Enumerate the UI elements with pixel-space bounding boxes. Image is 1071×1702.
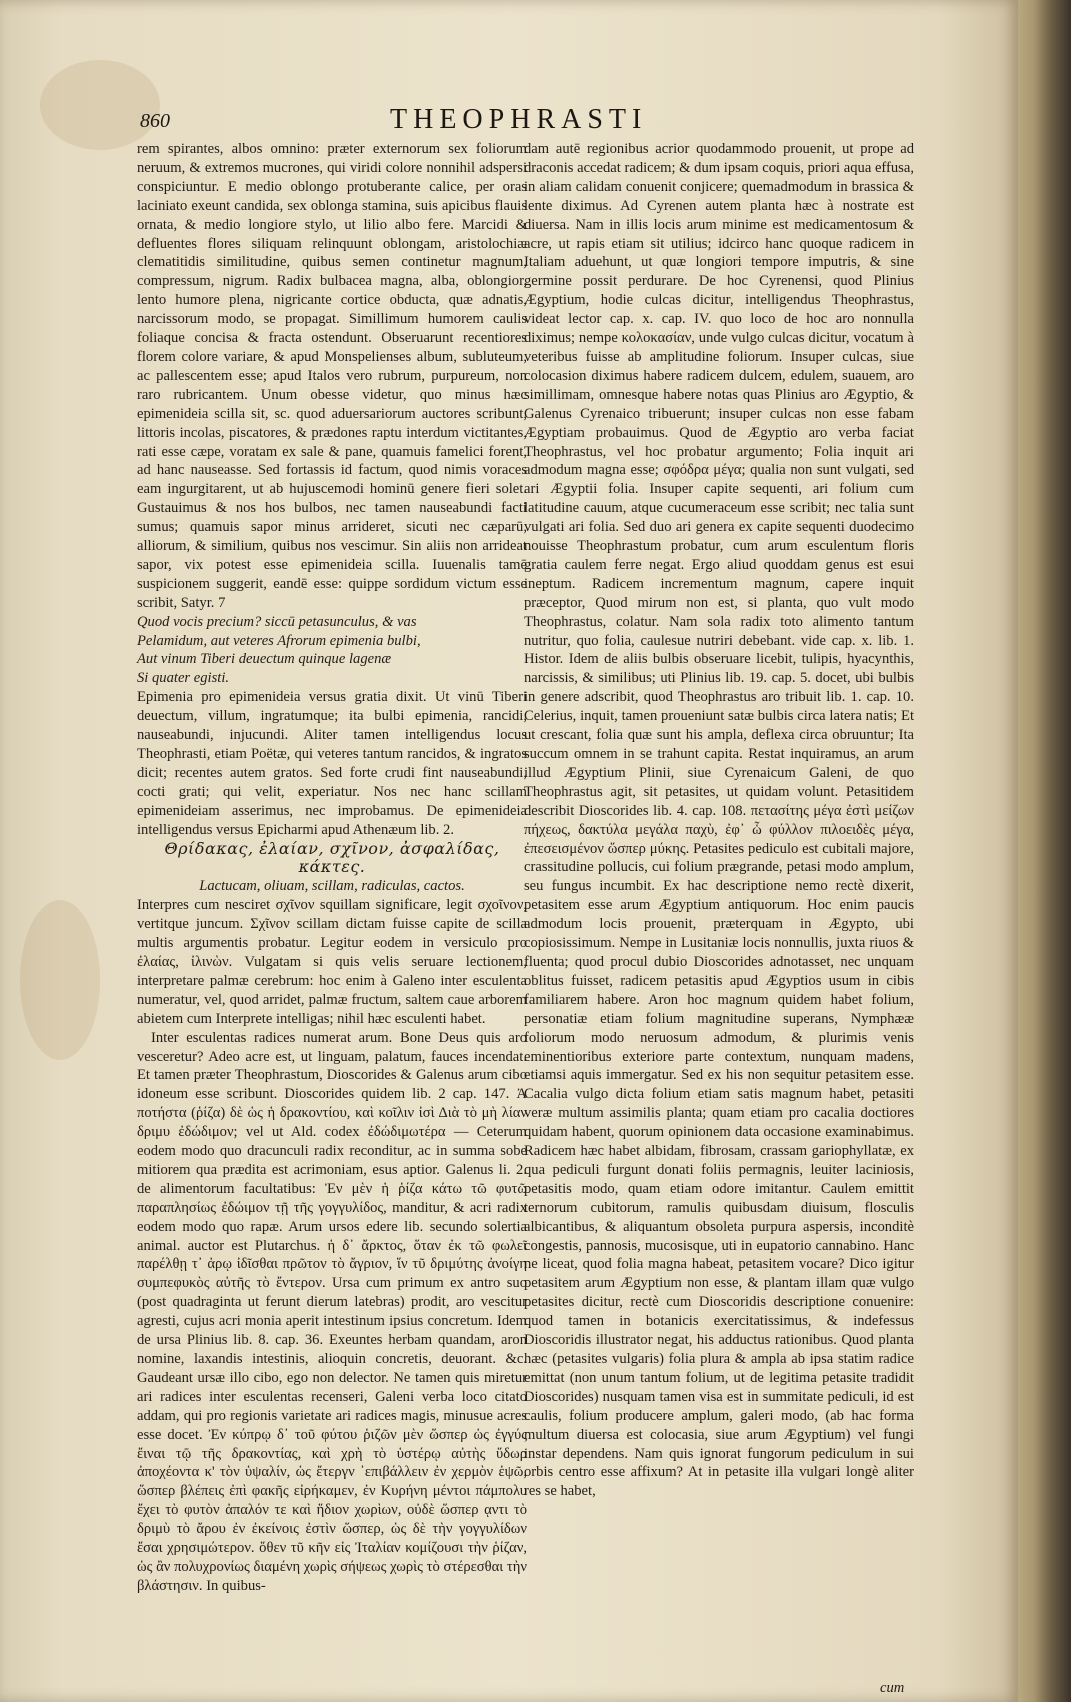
- left-column: [137, 140, 527, 1596]
- greek-lemma: Θρίδακας, ἐλαίαν, σχῖνον, ἀσφαλίδας, κάκτες.: [164, 838, 500, 877]
- latin-lemma: Lactucam, oliuam, scillam, radiculas, cactos.: [199, 878, 465, 895]
- verse-line: Pelamidum, aut veteres Afrorum epimenia bulbi,: [137, 632, 421, 649]
- verse-line: Si quater egisti.: [137, 670, 230, 687]
- verse-line: Aut vinum Tiberi deuectum quinque lagenæ: [137, 651, 392, 668]
- paper-stain: [20, 900, 100, 1060]
- running-title: THEOPHRASTI: [390, 104, 648, 135]
- paragraph: Interpres cum nesciret σχῖνον squillam significare, legit σχοῖνον, vertitque juncum. Σχῖνον scillam dictam fuisse capite de scilla multis argumentis probatur. Legitur eodem in versiculo pro ἐλαίας, ἰλινὼν. Vulgatam si quis velis seruare lectionem, interpretare palmæ cerebrum: hoc enim à Galeno inter esculenta numeratur, vel, quod arridet, palmæ fructum, saltem caue arborem abietem cum Interprete intelligas; nihil hæc esculenti habet.: [137, 897, 527, 1027]
- page-edge: [1018, 0, 1071, 1702]
- paragraph: Epimenia pro epimenideia versus gratia dixit. Ut vinū Tiberi deuectum, villum, ingratumque; ita bulbi epimenia, rancidi, nauseabundi, injucundi. Aliter tamen intelligendus locus Theophrasti, etiam Poëtæ, qui veteres tantum rancidos, & ingratos dicit; recentes autem gratos. Sed forte crudi fint nauseabundi, cocti grati; qui velit, experiatur. Nos nec hanc scillam epimenideiam asserimus, nec improbamus. De epimenideia intelligendus versus Epicharmi apud Athenæum lib. 2.: [137, 689, 527, 838]
- catchword: cum: [880, 1680, 905, 1696]
- paragraph: Inter esculentas radices numerat arum. Bone Deus quis aro vesceretur? Adeo acre est, ut linguam, palatum, fauces incendat. Et tamen præter Theophrastum, Dioscorides & Galenus arum cibo idoneum esse scribunt. Dioscorides quidem lib. 2 cap. 147. Ἀ ποτήστα (ῥίζα) δὲ ὡς ἡ δρακοντίου, καὶ κοῖλιν ἰσὶ Διὰ τὸ μὴ λίαν δριμυ ἐδώδιμον; vel ut Ald. codex ἐδώδιμωτέρα — Ceterum eodem modo quo dracunculi radix reconditur, ac in summa sobe mitiorem qua prædita est acrimoniam, esus aptior. Galenus li. 2. de alimentorum facultatibus: Ἐν μὲν ἡ ῥίζα κάτω τῶ φυτῶ παραπλησίως ἐδώιμον τῇ τῆς γογγυλίδος, manditur, & acri radix eodem modo quo rapæ. Arum ursos edere lib. secundo solertia animal. auctor est Plutarchus. ἡ δ᾽ ἄρκτος, ὅταν ἐκ τῶ φωλεῖ παρέλθῃ τ᾽ ἀρῳ ἰδῖσθαι πρῶτον τὸ ἄγριον, ἵν τῦ δριμύτης ἀνοίγη συμπεφυκὸς αὐτῆς τὸ ἔντερον. Ursa cum primum ex antro suo (post quadraginta ut ferunt dierum latebras) prodit, aro vescitur agresti, cujus acri monia aperit intestinum ipsius concretum. Idem de ursa Plinius lib. 8. cap. 36. Exeuntes herbam quandam, aron nomine, laxandis intestinis, alioquin concretis, deuorant. &c. Gaudeant ursæ illo cibo, ego non delector. Ne tamen quis miretur ari radices inter esculentas recenseri, Galeni verba loco citato addam, qui pro regionis varietate ari radices magis, minusue acres esse docet. Ἐν κύπρῳ δ᾽ τοῦ φύτου ῥιζῶν μὲν ὥσπερ ὡς ἐγγύς ἔιναι τῷ τῆς δρακοντίας, καὶ χρὴ τὸ ὑστέρῳ αὐτὴς ὕδωρ ἀποχέοντα κ' τὸν ὑψαλίν, ὡς ἔτεργν ᾽επιβάλλειν ἐν χερμὸν ἑψῶ, ὥσπερ βλέπεις ἐπὶ φακῆς εἰρήκαμεν, ἐν Κυρήνη μέντοι πάμπολυ ἔχει τὸ φυτὸν ἀπαλόν τε καὶ ἥδιον χωρὶων, οὐδὲ ὥσπερ ᾳντι τὸ δριμὺ τὸ ἄρου ἐν ἐκείνοις ἐστὶν ὥσπερ, ὡς δὲ τὴν γογγυλίδων ἔσαι χρησιμώτερον. ὅθεν τῦ κῆν εἰς Ἰταλίαν κομίζουσι τὴν ῥίζαν, ὡς ἂν πολυχρονίως διαμένη χωρὶς σήψεως χωρὶς τὸ στέρεσθαι τὴν βλάστησιν. In quibus-: [137, 1029, 527, 1594]
- paragraph: dam autē regionibus acrior quodammodo prouenit, ut prope ad draconis accedat radicem; & dum ipsam coquis, priori aqua effusa, in aliam calidam conuenit conjicere; quemadmodum in brassica & lente diximus. Ad Cyrenen autem planta hæc à nostrate est diuersa. Nam in illis locis arum minime est medicamentosum & acre, ut rapis etiam sit utilius; idcirco hanc quoque radicem in Italiam aduehunt, ut quæ longiori tempore imputris, & sine germine possit perdurare. De hoc Cyrenensi, quod Plinius Ægyptium, hodie culcas dicitur, intelligendus Theophrastus, videat lector cap. x. cap. IV. quo loco de hoc aro nonnulla diximus; nempe κολοκασίαν, unde vulgo culcas dicitur, vocatum à veteribus fuisse ab amplitudine foliorum. Insuper culcas, siue colocasion diximus habere radicem dulcem, edulem, suauem, aro simillimam, omnesque habere notas quas Plinius aro Ægyptio, & Galenus Cyrenaico tribuerunt; insuper culcas non esse fabam Ægyptiam probauimus. Quod de Ægyptio aro verba faciat Theophrastus, vel hoc probatur argumento; Folia inquit ari admodum magna esse; σφόδρα μέγα; qualia non sunt vulgati, sed ari Ægyptii folia. Insuper capite sequenti, ari folium cum latitudine cauum, atque cucumeraceum esse scribit; nec talia sunt vulgati ari folia. Sed duo ari genera ex capite sequenti duodecimo nouisse Theophrastum probatur, cum arum esculentum floris gratia caulem ferre negat. Ergo aliud quoddam genus est esui ineptum. Radicem incrementum magnum, capere inquit præceptor, Quod mirum non est, si planta, quo vult modo Theophrastus, colatur. Nam sola radix toto alimento tantum nutritur, quo folia, caulesue nutriri debebant. vide cap. x. lib. 1. Histor. Idem de aliis bulbis obseruare licebit, tulipis, hyacynthis, narcissis, & similibus; uti Plinius lib. 19. cap. 5. docet, ubi bulbis in genere adscribit, quod Theophrastus aro tribuit lib. 1. cap. 10. Celerius, inquit, tamen proueniunt satæ bulbis circa latera natis; Et ut crescant, folia quæ sunt his ampla, deflexa circa obruuntur; Ita succum omnem in se trahunt capita. Restat inquiramus, an arum illud Ægyptium Plinii, siue Cyrenaicum Galeni, de quo Theophrastus agit, sit petasites, ut quidam volunt. Petasitidem describit Dioscorides lib. 4. cap. 108. πετασίτης μέγα ἐστὶ μείζων πήχεως, δακτύλα μεγάλα παχὺ, ἐφ᾽ ὧ φύλλον πιλοειδὲς μέγα, ἐπεσεισμένον ὥσπερ μύκης. Petasites pediculo est cubitali majore, crassitudine pollucis, cui folium prægrande, petasi modo amplum, seu fungus incumbit. Ex hac descriptione nemo rectè dixerit, petasitem esse arum Ægyptium antiquorum. Hoc enim paucis admodum locis prouenit, præterquam in Ægypto, ubi copiosissimum. Nempe in Lusitaniæ locis nonnullis, juxta riuos & fluenta; quod procul dubio Dioscorides adnotasset, nec unquam oblitus fuisset, radicem petasitis apud Ægyptios usum in cibis familiarem habere. Aron hoc magnum quidem habet folium, personatiæ etiam folium magnitudine superans, Nymphææ foliorum modo neruosum admodum, & plurimis venis eminentioribus exteriore parte contextum, nunquam madens, etiamsi aquis immergatur. Sed ex his non sequitur petasitem esse. Cacalia vulgo dicta folium etiam satis magnum habet, petasiti veræ multum assimilis planta; quam etiam pro cacalia doctiores quidam habent, quorum opinionem data occasione examinabimus. Radicem hæc habet albidam, fibrosam, crassam gariophyllatæ, ex qua pediculi furgunt donati foliis permagnis, leuiter laciniosis, petasitis modo, quam etiam odore imitantur. Caulem emittit ternorum cubitorum, ramulis quibusdam diuisum, flosculis albicantibus, & aliquantum obsoleta purpura aspersis, inconditè congestis, pannosis, mucosisque, uti in eupatorio cannabino. Hanc ne liceat, quod folia magna habeat, petasitem vocare? Dico igitur petasitem arum Ægyptium non esse, & plantam illam quæ vulgo petasites dicitur, rectè cum Dioscoridis descriptione conuenire: quod tamen in botanicis exercitatissimus, & indefessus Dioscoridis illustrator negat, his adductus rationibus. Quod planta hæc (petasites vulgaris) folia plura & ampla ab ipsa statim radice emittat (non unum tantum folium, ut de legitima petasite tradidit Dioscorides) nusquam tamen visa est in summitate pediculi, id est caulis, folium producere amplum, galeri modo, (ab hac forma multum diuersa est colocasia, siue arum Ægyptium) vel fungi instar dependens. Nam quis ignorat fungorum pediculum in sui orbis centro esse affixum? At in petasite illa vulgari longè aliter res se habet,: [524, 141, 914, 1500]
- verse-line: Quod vocis precium? siccū petasunculus, & vas: [137, 613, 417, 630]
- right-column: [524, 140, 914, 1501]
- paragraph: rem spirantes, albos omnino: præter externorum sex foliorum neruum, & extremos mucrones, qui viridi colore nonnihil adspersi conspiciuntur. E medio oblongo protuberante calice, per oras laciniato exeunt candida, sex oblonga stamina, suis apicibus flauis ornata, & medio longiore stylo, ut lilio albo fere. Marcidi & defluentes flores siliquam relinquunt oblongam, aristolochiæ clematitidis similitudine, quibus semen continetur magnum, compressum, nigrum. Radix bulbacea magna, alba, oblongior, lento humore plena, nigricante cortice obducta, quæ adnatis, narcissorum modo, se propagat. Simillimum humorem caulis foliaque concisa & fracta ostendunt. Obseruarunt recentiores florem colore variare, & apud Monspelienses album, subluteum, ac pallescentem esse; apud Italos vero rubrum, purpureum, non raro rubricantem. Unum obesse videtur, quo minus hæc epimenideia scilla sit, sc. quod aduersariorum auctores scribunt, littoris incolas, piscatores, & prædones raptu interdum victitantes, rati esse cæpe, voratam ex sale & pane, quamuis famelici forent, ad hanc nauseasse. Sed fortassis id factum, quod nimis voraces eam ingurgitarent, ut ab hujuscemodi hominū genere fieri solet. Gustauimus & nos hos bulbos, nec tamen nauseabundi facti sumus; quamuis sapor minus arrideret, sicuti nec cæparū, alliorum, & similium, quibus nos vescimur. Sin aliis non arrideat sapor, vix potest esse epimenideia scilla. Iuuenalis tamē suspicionem suggerit, eandē esse: quippe sordidum victum esse scribit, Satyr. 7: [137, 141, 527, 611]
- page-number: 860: [140, 110, 170, 132]
- running-head: [140, 104, 910, 136]
